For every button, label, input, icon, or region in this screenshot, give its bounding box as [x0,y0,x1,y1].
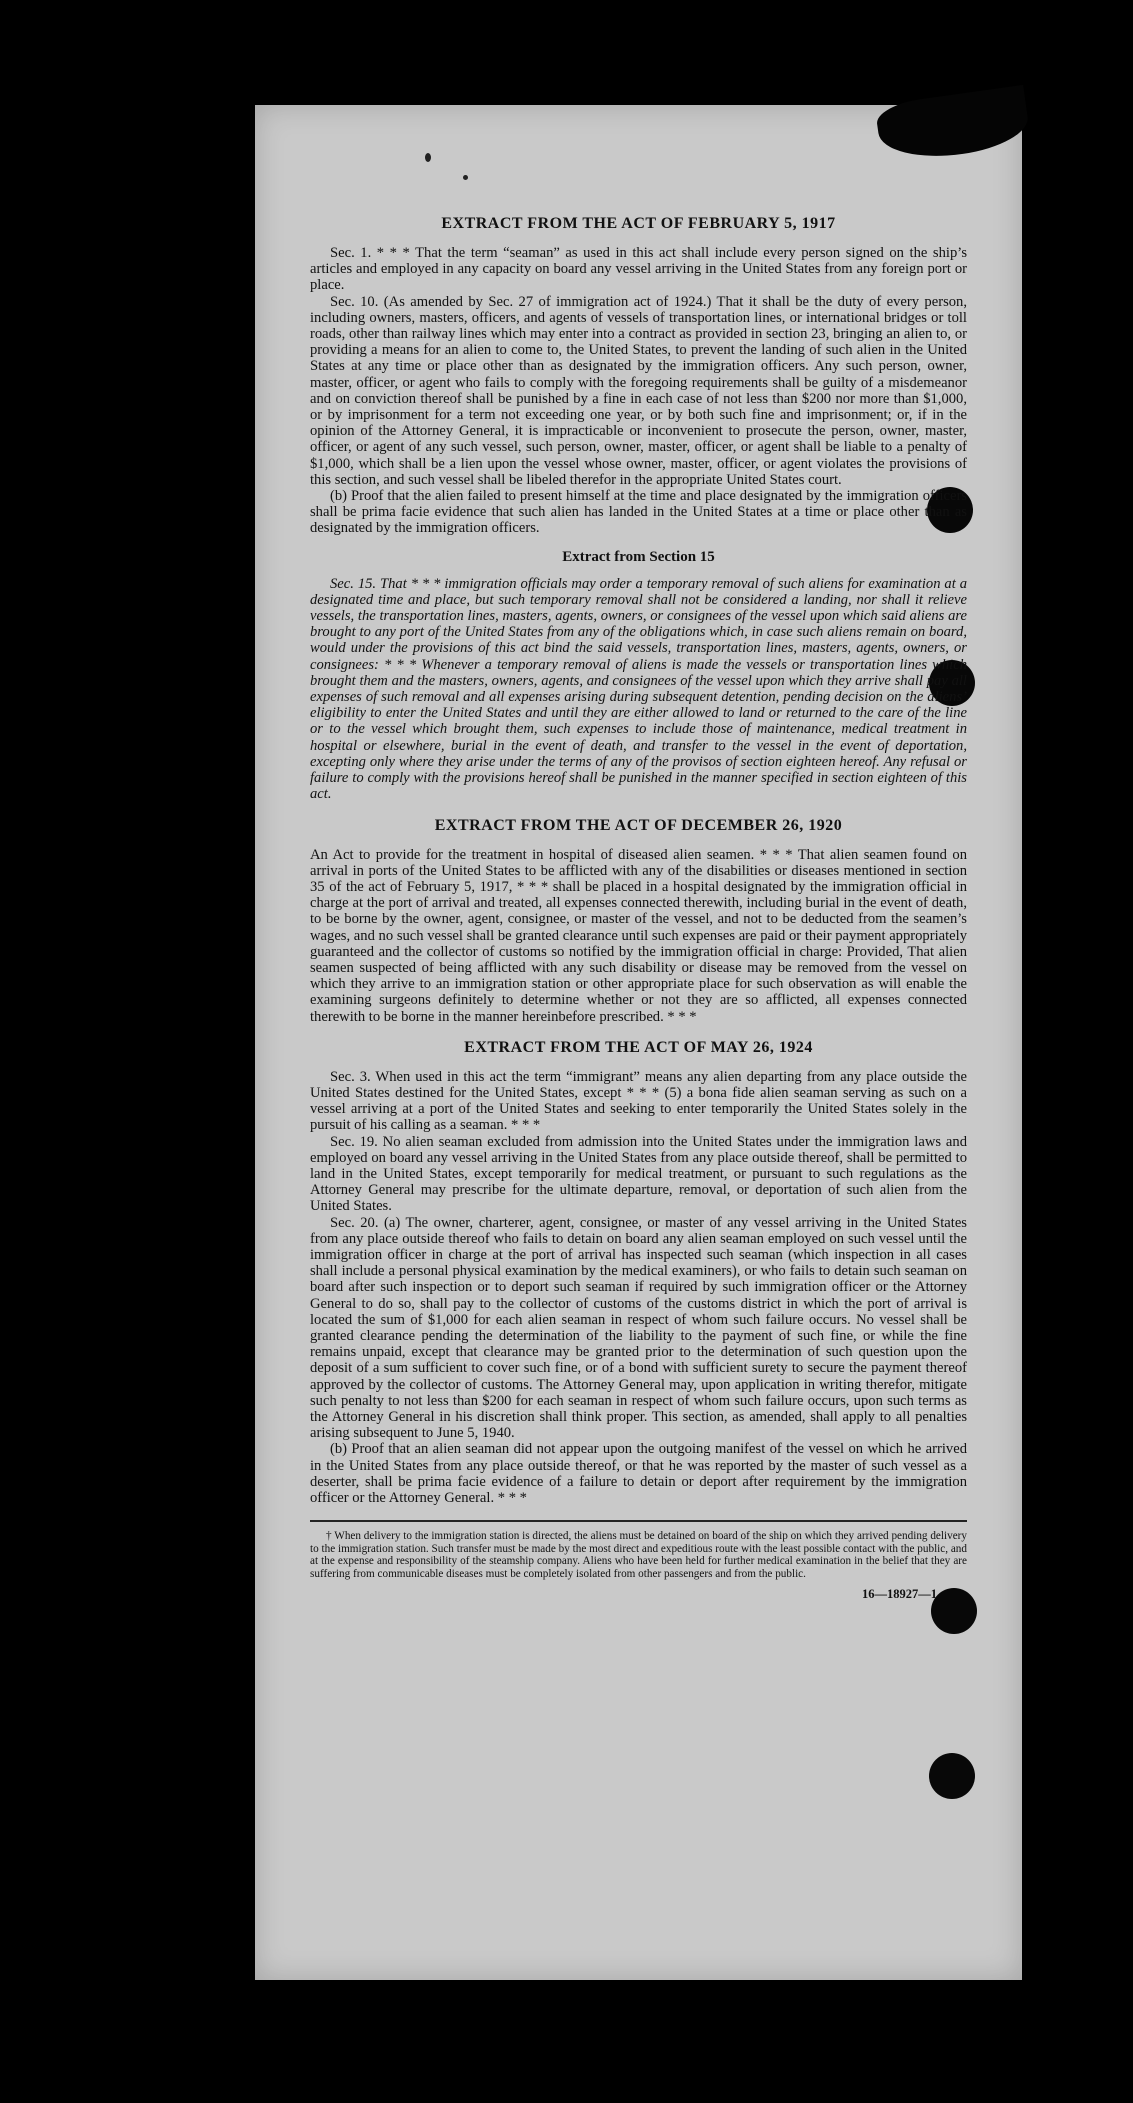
section-heading: EXTRACT FROM THE ACT OF DECEMBER 26, 1920 [434,816,843,834]
paragraph: An Act to provide for the treatment in hospital of diseased alien seamen. * * * That alien seamen found on arrival in ports of the United States to be afflicted with any of the disabilities or diseases mentioned in section 35 of the act of February 5, 1917, * * * shall be placed in a hospital designated by the immigration official in charge at the port of arrival and treated, all expenses connected therewith, including burial in the event of death, to be borne by the owner, agent, consignee, or master of the vessel, and not to be deducted from the seamen’s wages, and no such vessel shall be granted clearance until such expenses are paid or their payment appropriately guaranteed and the collector of customs so notified by the immigration official in charge: Provided, That alien seamen suspected of being afflicted with any such disability or disease may be removed from the vessel on which they arrive to an immigration station or other appropriate place for such observation as will enable the examining surgeons definitely to determine whether or not they are so afflicted, all expenses connected therewith to be borne in the manner hereinbefore prescribed. * * * [310,846,967,1025]
paragraph: Sec. 3. When used in this act the term “immigrant” means any alien departing from any place outside the United States destined for the United States, except * * * (5) a bona fide alien seaman serving as such on a vessel arriving at a port of the United States and seeking to enter temporarily the United States solely in the pursuit of his calling as a seaman. * * * [310,1068,967,1134]
paragraph: Sec. 1. * * * That the term “seaman” as used in this act shall include every person signed on the ship’s articles and employed in any capacity on board any vessel arriving in the United States from any foreign port or place. [310,245,967,294]
section-heading: EXTRACT FROM THE ACT OF MAY 26, 1924 [464,1038,813,1056]
section-heading: EXTRACT FROM THE ACT OF FEBRUARY 5, 1917 [441,215,836,232]
document-page [255,105,1022,1980]
punch-hole [929,1753,975,1799]
paragraph: Sec. 15. That * * * immigration officials may order a temporary removal of such aliens for examination at a designated time and place, but such temporary removal shall not be considered a landing, nor shall it relieve vessels, the transportation lines, masters, agents, owners, or consignees of the vessel upon which said aliens are brought to any port of the United States from any of the obligations which, in case such aliens remain on board, would under the provisions of this act bind the said vessels, transportation lines, masters, agents, owners, or consignees: * * * Whenever a temporary removal of aliens is made the vessels or transportation lines which brought them and the masters, owners, agents, and consignees of the vessel upon which they arrive shall pay all expenses of such removal and all expenses arising during subsequent detention, pending decision on the aliens’ eligibility to enter the United States and until they are either allowed to land or returned to the care of the line or to the vessel which brought them, such expenses to include those of maintenance, medical treatment in hospital or elsewhere, burial in the event of death, and transfer to the vessel in the event of deportation, excepting only where they arise under the terms of any of the provisos of section eighteen hereof. Any refusal or failure to comply with the provisions hereof shall be punished in the manner specified in section eighteen of this act. [310,575,967,803]
paragraph: (b) Proof that an alien seaman did not appear upon the outgoing manifest of the vessel on which he arrived in the United States from any place outside thereof, or that he was reported by the master of such vessel as a deserter, shall be prima facie evidence of a failure to detain or deport after requirement by the immigration officer or the Attorney General. * * * [310,1441,967,1507]
ink-speck [463,175,468,180]
ink-speck [425,153,431,162]
paragraph: (b) Proof that the alien failed to present himself at the time and place designated by the immigration officers shall be prima facie evidence that such alien has landed in the United States at a time or place other than as designated by the immigration officers. [310,488,967,537]
torn-corner [875,85,1032,165]
section-subheading: Extract from Section 15 [562,548,715,565]
paragraph: Sec. 10. (As amended by Sec. 27 of immigration act of 1924.) That it shall be the duty of every person, including owners, masters, officers, and agents of vessels of transportation lines, or international bridges or toll roads, other than railway lines which may enter into a contract as provided in section 23, bringing an alien to, or providing a means for an alien to come to, the United States, to prevent the landing of such alien in the United States at any time or place other than as designated by the immigration officers. Any such person, owner, master, officer, or agent who fails to comply with the foregoing requirements shall be guilty of a misdemeanor and on conviction thereof shall be punished by a fine in each case of not less than $200 nor more than $1,000, or by imprisonment for a term not exceeding one year, or by both such fine and imprisonment; or, if in the opinion of the Attorney General, it is impracticable or inconvenient to prosecute the person, owner, master, officer, or agent of any such vessel, such person, owner, master, officer, or agent shall be liable to a penalty of $1,000, which shall be a lien upon the vessel whose owner, master, officer, or agent violates the provisions of this section, and such vessel shall be libeled therefor in the appropriate United States court. [310,293,967,488]
footnote-divider [310,1520,967,1522]
form-number: 16—18927—1 [862,1586,937,1601]
paragraph: Sec. 20. (a) The owner, charterer, agent, consignee, or master of any vessel arriving in the United States from any place outside thereof who fails to detain on board any alien seaman employed on such vessel until the immigration officer in charge at the port of arrival has inspected such seaman (which inspection in all cases shall include a personal physical examination by the medical examiners), or who fails to detain such seaman on board after such inspection or to deport such seaman if required by such immigration officer or the Attorney General to do so, shall pay to the collector of customs of the customs district in which the port of arrival is located the sum of $1,000 for each alien seaman in respect of whom such failure occurs. No vessel shall be granted clearance pending the determination of the liability to the payment of such fine, or while the fine remains unpaid, except that clearance may be granted prior to the determination of such question upon the deposit of a sum sufficient to cover such fine, or of a bond with sufficient surety to secure the payment thereof approved by the collector of customs. The Attorney General may, upon application in writing therefor, mitigate such penalty to not less than $200 for each seaman in respect of whom such failure occurs, upon such terms as the Attorney General in his discretion shall think proper. This section, as amended, shall apply to all penalties arising subsequent to June 5, 1940. [310,1214,967,1442]
document-body [310,215,967,1602]
paragraph: Sec. 19. No alien seaman excluded from admission into the United States under the immigration laws and employed on board any vessel arriving in the United States from any place outside thereof, shall be permitted to land in the United States, except temporarily for medical treatment, or pursuant to such regulations as the Attorney General may prescribe for the ultimate departure, removal, or deportation of such alien from the United States. [310,1133,967,1215]
footnote: † When delivery to the immigration station is directed, the aliens must be detained on board of the ship on which they arrived pending delivery to the immigration station. Such transfer must be made by the most direct and expeditious route with the least possible contact with the public, and at the expense and responsibility of the steamship company. Aliens who have been held for further medical examination in the belief that they are suffering from communicable diseases must be completely isolated from other passengers and from the public. [310,1530,967,1580]
